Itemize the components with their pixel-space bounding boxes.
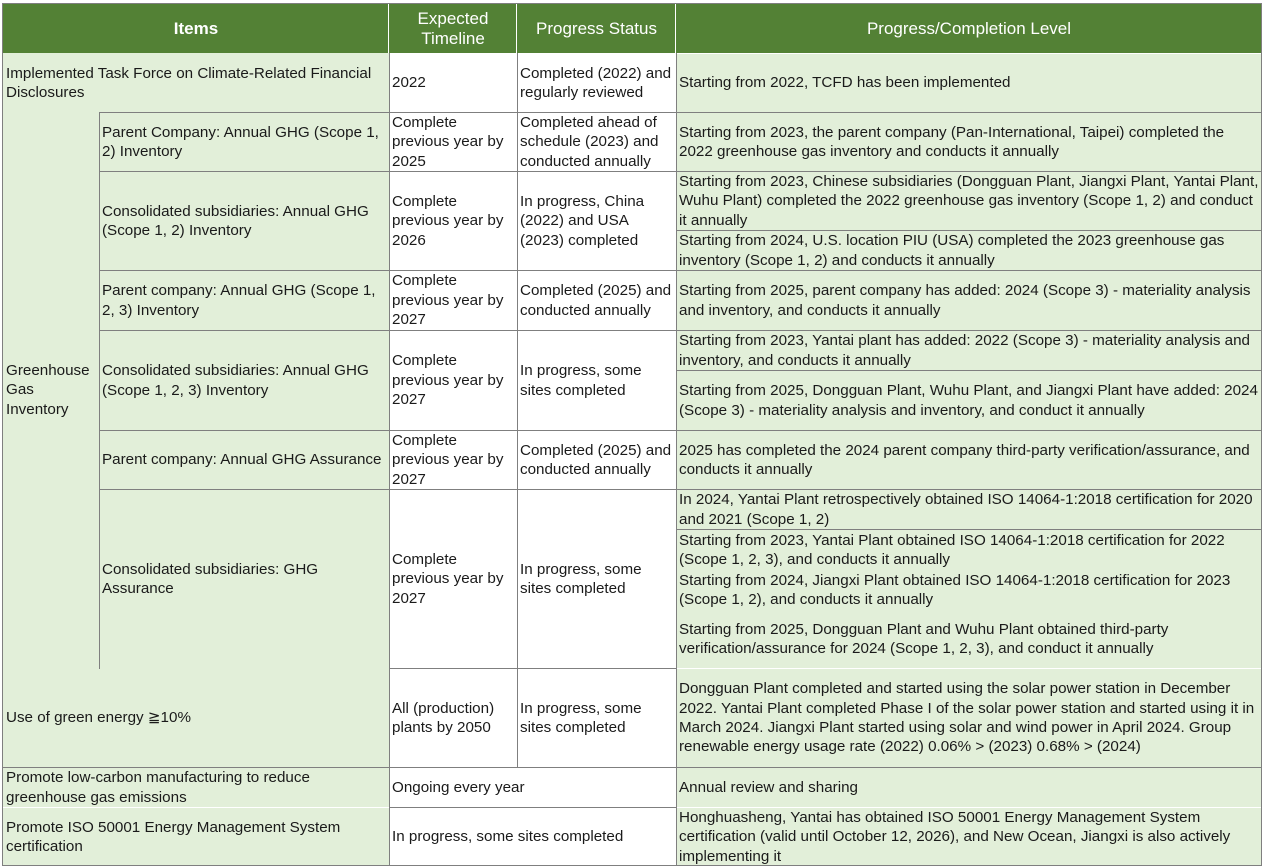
item-low-carbon: Promote low-carbon manufacturing to reduce greenhouse gas emissions xyxy=(3,768,389,807)
level-parent-assurance: 2025 has completed the 2024 parent company third-party verification/assurance, and conducts it annually xyxy=(676,431,1262,489)
item-parent-assurance: Parent company: Annual GHG Assurance xyxy=(99,431,389,489)
status-subs-assurance: In progress, some sites completed xyxy=(517,490,676,668)
row-divider xyxy=(389,668,676,669)
row-divider xyxy=(99,270,1262,271)
level-subs-scope123-2: Starting from 2025, Dongguan Plant, Wuhu Plant, and Jiangxi Plant have added: 2024 (Scope 3) - materiality analysis and inventory, and conduct it annually xyxy=(676,371,1262,430)
level-subs-scope123-1: Starting from 2023, Yantai plant has added: 2022 (Scope 3) - materiality analysis and inventory, and conducts it annually xyxy=(676,331,1262,370)
level-parent-scope12: Starting from 2023, the parent company (Pan-International, Taipei) completed the 2022 greenhouse gas inventory and conducts it annually xyxy=(676,113,1262,171)
header-expected-timeline: Expected Timeline xyxy=(389,4,517,53)
level-subs-assurance-2: Starting from 2023, Yantai Plant obtained ISO 14064-1:2018 certification for 2022 (Scope 1, 2, 3), and conducts it annually xyxy=(676,530,1262,570)
column-divider xyxy=(389,53,390,866)
timeline-parent-assurance: Complete previous year by 2027 xyxy=(389,431,517,489)
timeline-status-iso50001: In progress, some sites completed xyxy=(389,808,676,866)
item-subs-assurance: Consolidated subsidiaries: GHG Assurance xyxy=(99,490,389,668)
level-subs-scope12-1: Starting from 2023, Chinese subsidiaries (Dongguan Plant, Jiangxi Plant, Yantai Plant, Wuhu Plant) completed the 2022 greenhouse gas inventory (Scope 1, 2) and conduct it annually xyxy=(676,172,1262,230)
status-subs-scope12: In progress, China (2022) and USA (2023) completed xyxy=(517,172,676,270)
status-parent-scope123: Completed (2025) and conducted annually xyxy=(517,271,676,330)
item-parent-scope12: Parent Company: Annual GHG (Scope 1, 2) Inventory xyxy=(99,113,389,171)
level-subs-scope12-2: Starting from 2024, U.S. location PIU (USA) completed the 2023 greenhouse gas inventory (Scope 1, 2) and conducts it annually xyxy=(676,231,1262,270)
level-subs-assurance-4: Starting from 2025, Dongguan Plant and Wuhu Plant obtained third-party verification/assurance for 2024 (Scope 1, 2, 3), and conduct it annually xyxy=(676,610,1262,668)
row-divider xyxy=(389,807,676,808)
status-parent-scope12: Completed ahead of schedule (2023) and conducted annually xyxy=(517,113,676,171)
status-subs-scope123: In progress, some sites completed xyxy=(517,331,676,430)
level-tcfd: Starting from 2022, TCFD has been implemented xyxy=(676,54,1262,112)
item-green-energy: Use of green energy ≧10% xyxy=(3,669,389,767)
status-green-energy: In progress, some sites completed xyxy=(517,669,676,767)
group-ghg-inventory: Greenhouse Gas Inventory xyxy=(3,112,99,668)
item-subs-scope123: Consolidated subsidiaries: Annual GHG (Scope 1, 2, 3) Inventory xyxy=(99,331,389,430)
header-divider xyxy=(675,4,676,53)
timeline-subs-scope12: Complete previous year by 2026 xyxy=(389,172,517,270)
row-divider xyxy=(99,112,1262,113)
row-divider xyxy=(676,529,1262,530)
row-divider xyxy=(99,430,1262,431)
header-items: Items xyxy=(3,4,389,53)
row-divider xyxy=(99,330,1262,331)
item-iso50001: Promote ISO 50001 Energy Management System certification xyxy=(3,808,389,866)
level-subs-assurance-3: Starting from 2024, Jiangxi Plant obtained ISO 14064-1:2018 certification for 2023 (Scope 1, 2), and conducts it annually xyxy=(676,570,1262,610)
item-parent-scope123: Parent company: Annual GHG (Scope 1, 2, 3) Inventory xyxy=(99,271,389,330)
status-parent-assurance: Completed (2025) and conducted annually xyxy=(517,431,676,489)
level-iso50001: Honghuasheng, Yantai has obtained ISO 50001 Energy Management System certification (valid until October 12, 2026), and New Ocean, Jiangxi is also actively implementing it xyxy=(676,808,1262,866)
column-divider xyxy=(676,53,677,866)
level-subs-assurance-1: In 2024, Yantai Plant retrospectively obtained ISO 14064-1:2018 certification for 2020 and 2021 (Scope 1, 2) xyxy=(676,490,1262,529)
header-divider xyxy=(516,4,517,53)
item-tcfd: Implemented Task Force on Climate-Related Financial Disclosures xyxy=(3,54,389,112)
header-divider xyxy=(388,4,389,53)
header-progress-level: Progress/Completion Level xyxy=(676,4,1262,53)
item-subs-scope12: Consolidated subsidiaries: Annual GHG (Scope 1, 2) Inventory xyxy=(99,172,389,270)
column-divider xyxy=(517,53,518,768)
timeline-tcfd: 2022 xyxy=(389,54,517,112)
group-divider xyxy=(99,112,100,669)
timeline-status-low-carbon: Ongoing every year xyxy=(389,768,676,807)
row-divider xyxy=(676,370,1262,371)
row-divider xyxy=(99,489,1262,490)
header-progress-status: Progress Status xyxy=(517,4,676,53)
timeline-parent-scope12: Complete previous year by 2025 xyxy=(389,113,517,171)
status-tcfd: Completed (2022) and regularly reviewed xyxy=(517,54,676,112)
row-divider xyxy=(3,767,1262,768)
timeline-green-energy: All (production) plants by 2050 xyxy=(389,669,517,767)
timeline-subs-assurance: Complete previous year by 2027 xyxy=(389,490,517,668)
level-green-energy: Dongguan Plant completed and started using the solar power station in December 2022. Yantai Plant completed Phase I of the solar power station and started using it in March 2024. Jiangxi Plant started using solar and wind power in April 2024. Group renewable energy usage rate (2022) 0.06% > (2023) 0.68% > (2024) xyxy=(676,669,1262,767)
row-divider xyxy=(99,171,1262,172)
level-low-carbon: Annual review and sharing xyxy=(676,768,1262,807)
timeline-subs-scope123: Complete previous year by 2027 xyxy=(389,331,517,430)
level-parent-scope123: Starting from 2025, parent company has added: 2024 (Scope 3) - materiality analysis and inventory, and conducts it annually xyxy=(676,271,1262,330)
row-divider xyxy=(676,230,1262,231)
timeline-parent-scope123: Complete previous year by 2027 xyxy=(389,271,517,330)
